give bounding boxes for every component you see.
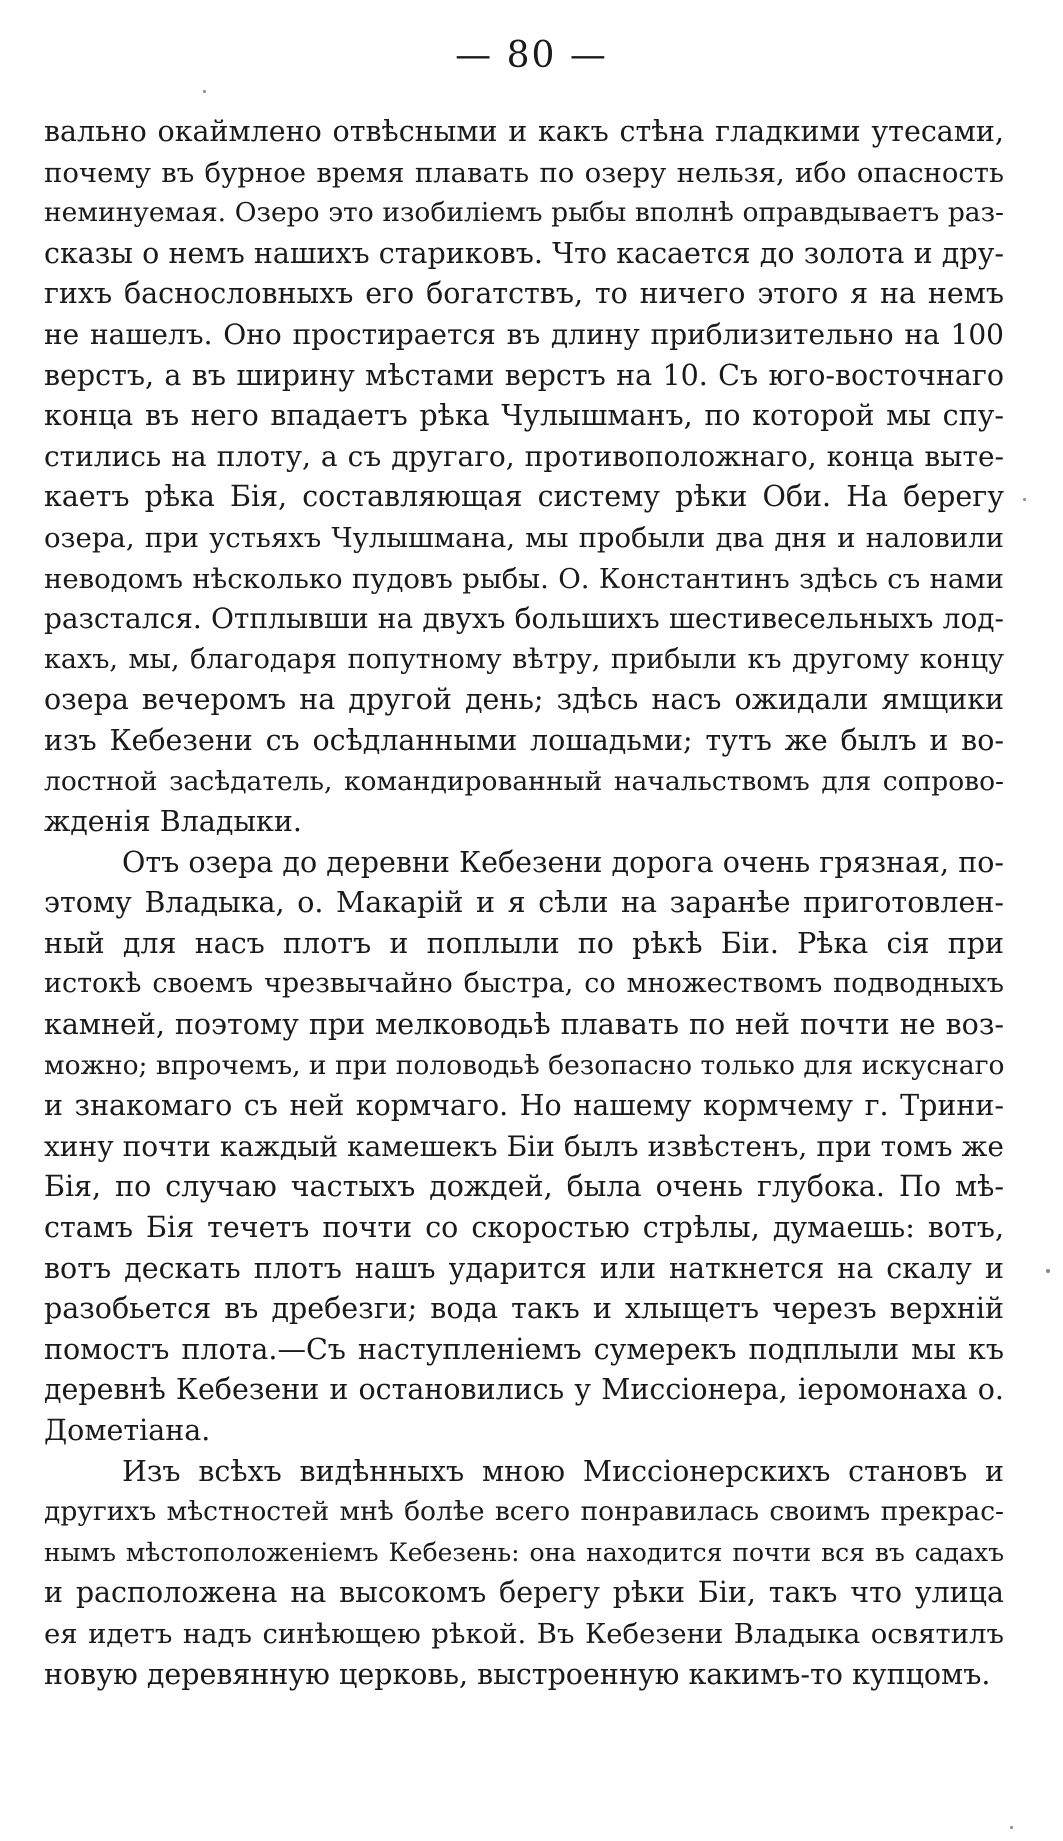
text-line: нымъ мѣстоположеніемъ Кебезень: она находится почти вся въ садахъ	[44, 1537, 1004, 1567]
paragraph-2	[44, 843, 1004, 1452]
text-line: не нашелъ. Оно простирается въ длину приблизительно на 100	[44, 317, 1004, 351]
paragraph-3	[44, 1452, 1004, 1696]
text-line: можно; впрочемъ, и при половодьѣ безопасно только для искуснаго	[44, 1049, 1004, 1081]
text-line: стамъ Бія течетъ почти со скоростью стрѣлы, думаешь: вотъ,	[44, 1211, 1004, 1245]
page-number: — 80 —	[455, 35, 608, 76]
text-line: неводомъ нѣсколько пудовъ рыбы. О. Константинъ здѣсь съ нами	[44, 562, 1004, 595]
text-line: Бія, по случаю частыхъ дождей, была очень глубока. По мѣ-	[44, 1170, 1004, 1204]
text-line: верстъ, а въ ширину мѣстами верстъ на 10. Съ юго-восточнаго	[44, 358, 1004, 392]
body-text	[44, 112, 1004, 1695]
text-line: этому Владыка, о. Макарій и я сѣли на заранѣе приготовлен-	[44, 886, 1004, 920]
text-line: новую деревянную церковь, выстроенную какимъ-то купцомъ.	[44, 1657, 991, 1691]
text-line: конца въ него впадаетъ рѣка Чулышманъ, по которой мы спу-	[44, 399, 1004, 433]
text-line: камней, поэтому при мелководьѣ плавать по ней почти не воз-	[44, 1008, 1004, 1042]
text-line: разстался. Отплывши на двухъ большихъ шестивесельныхъ лод-	[44, 602, 1004, 636]
text-line: хину почти каждый камешекъ Біи былъ извѣстенъ, при томъ же	[44, 1129, 1004, 1163]
text-line: вотъ дескать плотъ нашъ ударится или наткнется на скалу и	[44, 1251, 1004, 1285]
text-line: стились на плоту, а съ другаго, противоположнаго, конца выте-	[44, 439, 1004, 473]
text-line: вально окаймлено отвѣсными и какъ стѣна гладкими утесами,	[44, 115, 1004, 148]
text-line: почему въ бурное время плавать по озеру нельзя, ибо опасность	[44, 156, 1004, 189]
text-line: кахъ, мы, благодаря попутному вѣтру, прибыли къ другому концу	[44, 643, 1004, 675]
text-line: гихъ баснословныхъ его богатствъ, то ничего этого я на немъ	[44, 277, 1004, 311]
text-line: Изъ всѣхъ видѣнныхъ мною Миссіонерскихъ становъ и	[122, 1454, 1004, 1488]
text-line: неминуемая. Озеро это изобиліемъ рыбы вполнѣ оправдываетъ раз-	[44, 197, 1004, 229]
text-line: другихъ мѣстностей мнѣ болѣе всего понравилась своимъ прекрас-	[44, 1496, 1004, 1528]
text-line: озера вечеромъ на другой день; здѣсь насъ ожидали ямщики	[44, 683, 1004, 717]
scan-speck	[203, 90, 206, 93]
text-line: деревнѣ Кебезени и остановились у Миссіонера, іеромонаха о.	[44, 1373, 1004, 1407]
text-line: разобьется въ дребезги; вода такъ и хлыщетъ черезъ верхній	[44, 1292, 1004, 1326]
text-line: сказы о немъ нашихъ стариковъ. Что касается до золота и дру-	[44, 236, 1004, 270]
text-line: и расположена на высокомъ берегу рѣки Біи, такъ что улица	[44, 1576, 1004, 1610]
paragraph-1	[44, 112, 1004, 843]
scan-speck	[1023, 498, 1026, 501]
scan-speck	[1010, 1826, 1013, 1829]
text-line: истокѣ своемъ чрезвычайно быстра, со множествомъ подводныхъ	[44, 968, 1004, 1000]
text-line: Отъ озера до деревни Кебезени дорога очень грязная, по-	[122, 845, 1004, 879]
text-line: ея идетъ надъ синѣющею рѣкой. Въ Кебезени Владыка освятилъ	[44, 1617, 1004, 1650]
text-line: ный для насъ плотъ и поплыли по рѣкѣ Біи. Рѣка сія при	[44, 926, 1004, 960]
text-line: изъ Кебезени съ осѣдланными лошадьми; тутъ же былъ и во-	[44, 723, 1004, 757]
text-line: озера, при устьяхъ Чулышмана, мы пробыли два дня и наловили	[44, 521, 1004, 554]
text-line: жденія Владыки.	[44, 805, 302, 839]
text-line: помостъ плота.—Съ наступленіемъ сумерекъ подплыли мы къ	[44, 1332, 1004, 1366]
text-line: лостной засѣдатель, командированный начальствомъ для сопрово-	[44, 765, 1004, 797]
text-line: Дометіана.	[44, 1414, 211, 1447]
text-line: каетъ рѣка Бія, составляющая систему рѣки Оби. На берегу	[44, 480, 1004, 514]
scan-speck	[1046, 1269, 1050, 1273]
text-line: и знакомаго съ ней кормчаго. Но нашему кормчему г. Трини-	[44, 1089, 1004, 1123]
